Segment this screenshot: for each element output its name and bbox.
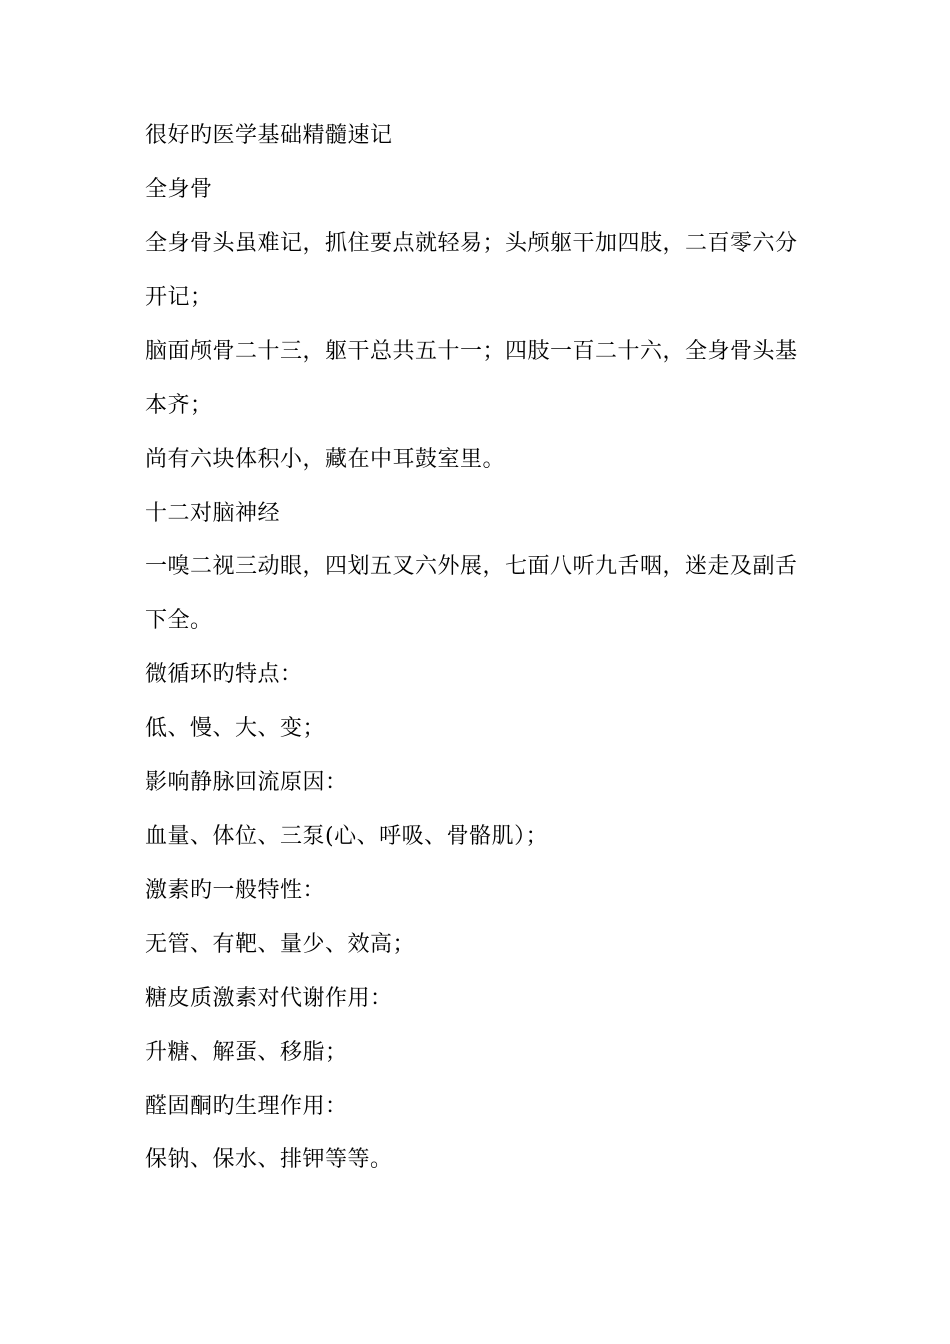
section-heading-glucocorticoid: 糖皮质激素对代谢作用： [145,986,393,1011]
text-line: 升糖、解蛋、移脂； [145,1040,348,1065]
section-heading-aldosterone: 醛固酮旳生理作用： [145,1094,348,1119]
section-heading-microcirculation: 微循环旳特点： [145,662,303,687]
text-line: 本齐； [145,393,213,418]
section-heading-hormone-properties: 激素旳一般特性： [145,878,326,903]
text-line: 一嗅二视三动眼，四划五叉六外展，七面八听九舌咽，迷走及副舌 [145,554,798,579]
text-line: 低、慢、大、变； [145,716,326,741]
text-line: 保钠、保水、排钾等等。 [145,1147,393,1172]
text-line: 脑面颅骨二十三，躯干总共五十一；四肢一百二十六，全身骨头基 [145,339,798,364]
section-heading-whole-body-bones: 全身骨 [145,177,213,202]
section-heading-cranial-nerves: 十二对脑神经 [145,501,281,526]
text-line: 全身骨头虽难记，抓住要点就轻易；头颅躯干加四肢，二百零六分 [145,231,798,256]
text-line: 尚有六块体积小，藏在中耳鼓室里。 [145,447,506,472]
text-line: 开记； [145,285,213,310]
text-line: 无管、有靶、量少、效高； [145,932,416,957]
text-line: 下全。 [145,608,213,633]
document-title: 很好旳医学基础精髓速记 [145,123,393,148]
text-line: 血量、体位、三泵(心、呼吸、骨骼肌）； [145,824,549,849]
section-heading-venous-return: 影响静脉回流原因： [145,770,348,795]
